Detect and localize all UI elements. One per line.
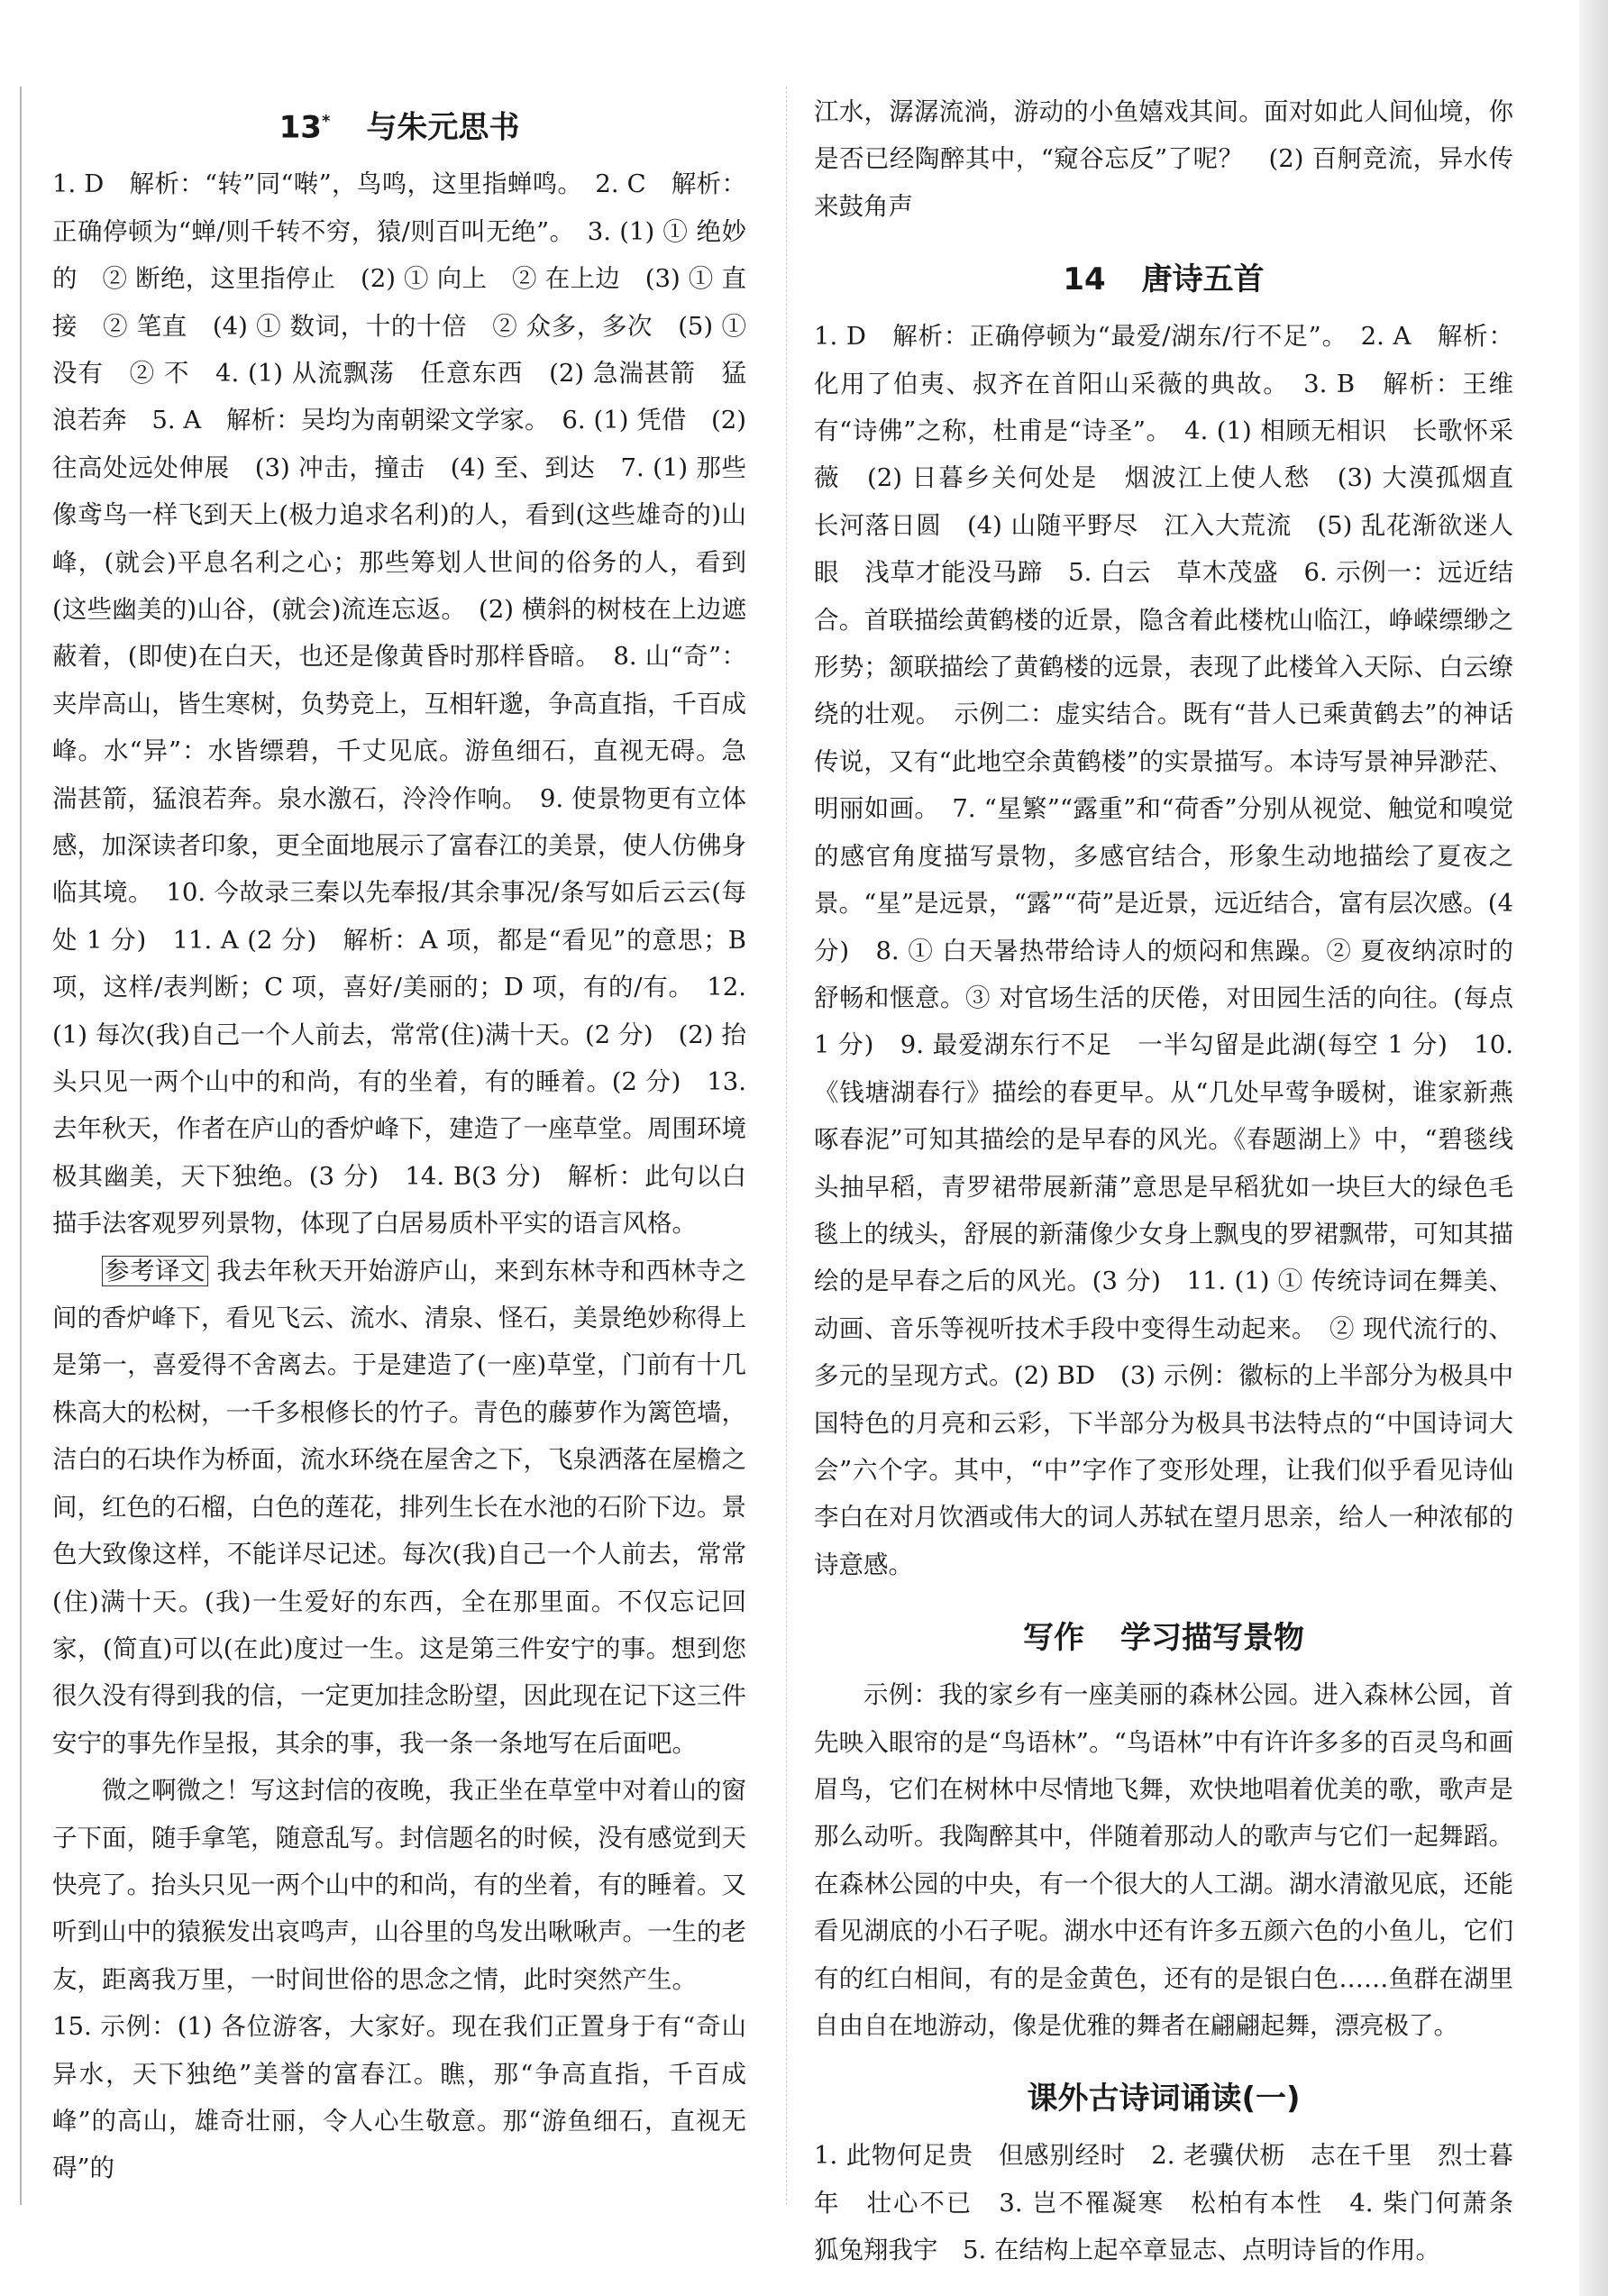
reference-tag: 参考译文 [102, 1256, 208, 1286]
answers-13: 1. D 解析：“转”同“啭”，鸟鸣，这里指蝉鸣。 2. C 解析：正确停顿为“蝉/则千转不穷，猿/则百叫无绝”。 3. (1) ① 绝妙的 ② 断绝，这里指停止 (2) ① 向上 ② 在上边 (3) ① 直接 ② 笔直 (4) ① 数词，十的十倍 ② 众多，多次 (5) ① 没有 ② 不 4. (1) 从流飘荡 任意东西 (2) 急湍甚箭 猛浪若奔 5. A 解析：吴均为南朝梁文学家。 6. (1) 凭借 (2) 往高处远处伸展 (3) 冲击，撞击 (4) 至、到达 7. (1) 那些像鸢鸟一样飞到天上(极力追求名利)的人，看到(这些雄奇的)山峰，(就会)平息名利之心；那些筹划人世间的俗务的人，看到(这些幽美的)山谷，(就会)流连忘返。 (2) 横斜的树枝在上边遮蔽着，(即使)在白天，也还是像黄昏时那样昏暗。 8. 山“奇”：夹岸高山，皆生寒树，负势竞上，互相轩邈，争高直指，千百成峰。水“异”：水皆缥碧，千丈见底。游鱼细石，直视无碍。急湍甚箭，猛浪若奔。泉水激石，泠泠作响。 9. 使景物更有立体感，加深读者印象，更全面地展示了富春江的美景，使人仿佛身临其境。 10. 今故录三秦以先奉报/其余事况/条写如后云云(每处 1 分) 11. A (2 分) 解析：A 项，都是“看见”的意思；B 项，这样/表判断；C 项，喜好/美丽的；D 项，有的/有。 12. (1) 每次(我)自己一个人前去，常常(住)满十天。(2 分) (2) 抬头只见一两个山中的和尚，有的坐着，有的睡着。(2 分) 13. 去年秋天，作者在庐山的香炉峰下，建造了一座草堂。周围环境极其幽美，天下独绝。(3 分) 14. B(3 分) 解析：此句以白描手法客观罗列景物，体现了白居易质朴平实的语言风格。 [52, 169, 746, 1239]
section-title-14 [814, 252, 1513, 307]
writing-sample: 示例：我的家乡有一座美丽的森林公园。进入森林公园，首先映入眼帘的是“鸟语林”。“鸟语林”中有许许多多的百灵鸟和画眉鸟，它们在树林中尽情地飞舞，欢快地唱着优美的歌，歌声是那么动听。我陶醉其中，伴随着那动人的歌声与它们一起舞蹈。在森林公园的中央，有一个很大的人工湖。湖水清澈见底，还能看见湖底的小石子呢。湖水中还有许多五颜六色的小鱼儿，它们有的红白相间，有的是金黄色，还有的是银白色……鱼群在湖里自由自在地游动，像是优雅的舞者在翩翩起舞，漂亮极了。 [814, 1680, 1513, 2041]
section-number: 14 [1063, 261, 1106, 298]
right-column [814, 88, 1539, 2274]
section-name: 与朱元思书 [366, 109, 520, 146]
answer-15-continued: 江水，潺潺流淌，游动的小鱼嬉戏其间。面对如此人间仙境，你是否已经陶醉其中，“窥谷忘反”了呢？ (2) 百舸竞流，异水传来鼓角声 [814, 97, 1513, 221]
answers-extra-poems: 1. 此物何足贵 但感别经时 2. 老骥伏枥 志在千里 烈士暮年 壮心不已 3. 岂不罹凝寒 松柏有本性 4. 柴门何萧条 狐兔翔我宇 5. 在结构上起卒章显志、点明诗旨的作用。 [814, 2141, 1539, 2265]
reference-translation-p1 [52, 1248, 746, 1767]
left-margin-rule [20, 87, 22, 2205]
answer-15: 15. 示例：(1) 各位游客，大家好。现在我们正置身于有“奇山异水，天下独绝”美誉的富春江。瞧，那“争高直指，千百成峰”的高山，雄奇壮丽，令人心生敬意。那“游鱼细石，直视无碍”的 [52, 2012, 746, 2183]
section-mark: * [321, 112, 331, 131]
section-name: 唐诗五首 [1141, 261, 1265, 298]
reference-translation-p2: 微之啊微之！写这封信的夜晚，我正坐在草堂中对着山的窗子下面，随手拿笔，随意乱写。封信题名的时候，没有感觉到天快亮了。抬头只见一两个山中的和尚，有的坐着，有的睡着。又听到山中的猿猴发出哀鸣声，山谷里的鸟发出啾啾声。一生的老友，距离我万里，一时间世俗的思念之情，此时突然产生。 [52, 1776, 746, 1994]
section-title-extra-poems: 课外古诗词诵读(一) [1027, 2081, 1301, 2118]
page-edge-shadow [1579, 0, 1608, 2296]
section-name: 写作 [1023, 1620, 1084, 1657]
section-number: 13 [279, 109, 322, 146]
left-column [52, 83, 746, 2192]
reference-text-1: 我去年秋天开始游庐山，来到东林寺和西林寺之间的香炉峰下，看见飞云、流水、清泉、怪石，美景绝妙称得上是第一，喜爱得不舍离去。于是建造了(一座)草堂，门前有十几株高大的松树，一千多根修长的竹子。青色的藤萝作为篱笆墙，洁白的石块作为桥面，流水环绕在屋舍之下，飞泉洒落在屋檐之间，红色的石榴，白色的莲花，排列生长在水池的石阶下边。景色大致像这样，不能详尽记述。每次(我)自己一个人前去，常常(住)满十天。(我)一生爱好的东西，全在那里面。不仅忘记回家，(简直)可以(在此)度过一生。这是第三件安宁的事。想到您很久没有得到我的信，一定更加挂念盼望，因此现在记下这三件安宁的事先作呈报，其余的事，我一条一条地写在后面吧。 [52, 1256, 747, 1758]
section-subtitle: 学习描写景物 [1120, 1620, 1304, 1657]
column-divider [786, 87, 787, 2205]
section-title-writing [814, 1610, 1513, 1666]
section-title-13 [52, 94, 746, 155]
answers-14: 1. D 解析：正确停顿为“最爱/湖东/行不足”。 2. A 解析：化用了伯夷、叔齐在首阳山采薇的典故。 3. B 解析：王维有“诗佛”之称，杜甫是“诗圣”。 4. (1) 相顾无相识 长歌怀采薇 (2) 日暮乡关何处是 烟波江上使人愁 (3) 大漠孤烟直 长河落日圆 (4) 山随平野尽 江入大荒流 (5) 乱花渐欲迷人眼 浅草才能没马蹄 5. 白云 草木茂盛 6. 示例一：远近结合。首联描绘黄鹤楼的近景，隐含着此楼枕山临江，峥嵘缥缈之形势；颔联描绘了黄鹤楼的远景，表现了此楼耸入天际、白云缭绕的壮观。 示例二：虚实结合。既有“昔人已乘黄鹤去”的神话传说，又有“此地空余黄鹤楼”的实景描写。本诗写景神异渺茫、明丽如画。 7. “星繁”“露重”和“荷香”分别从视觉、触觉和嗅觉的感官角度描写景物，多感官结合，形象生动地描绘了夏夜之景。“星”是远景，“露”“荷”是近景，远近结合，富有层次感。(4 分) 8. ① 白天暑热带给诗人的烦闷和焦躁。② 夏夜纳凉时的舒畅和惬意。③ 对官场生活的厌倦，对田园生活的向往。(每点 1 分) 9. 最爱湖东行不足 一半勾留是此湖(每空 1 分) 10.《钱塘湖春行》描绘的春更早。从“几处早莺争暖树，谁家新燕啄春泥”可知其描绘的是早春的风光。《春题湖上》中，“碧毯线头抽早稻，青罗裙带展新蒲”意思是早稻犹如一块巨大的绿色毛毯上的绒头，舒展的新蒲像少女身上飘曳的罗裙飘带，可知其描绘的是早春之后的风光。(3 分) 11. (1) ① 传统诗词在舞美、动画、音乐等视听技术手段中变得生动起来。 ② 现代流行的、多元的呈现方式。(2) BD (3) 示例：徽标的上半部分为极具中国特色的月亮和云彩，下半部分为极具书法特点的“中国诗词大会”六个字。其中，“中”字作了变形处理，让我们似乎看见诗仙李白在对月饮酒或伟大的词人苏轼在望月思亲，给人一种浓郁的诗意感。 [814, 322, 1539, 1579]
